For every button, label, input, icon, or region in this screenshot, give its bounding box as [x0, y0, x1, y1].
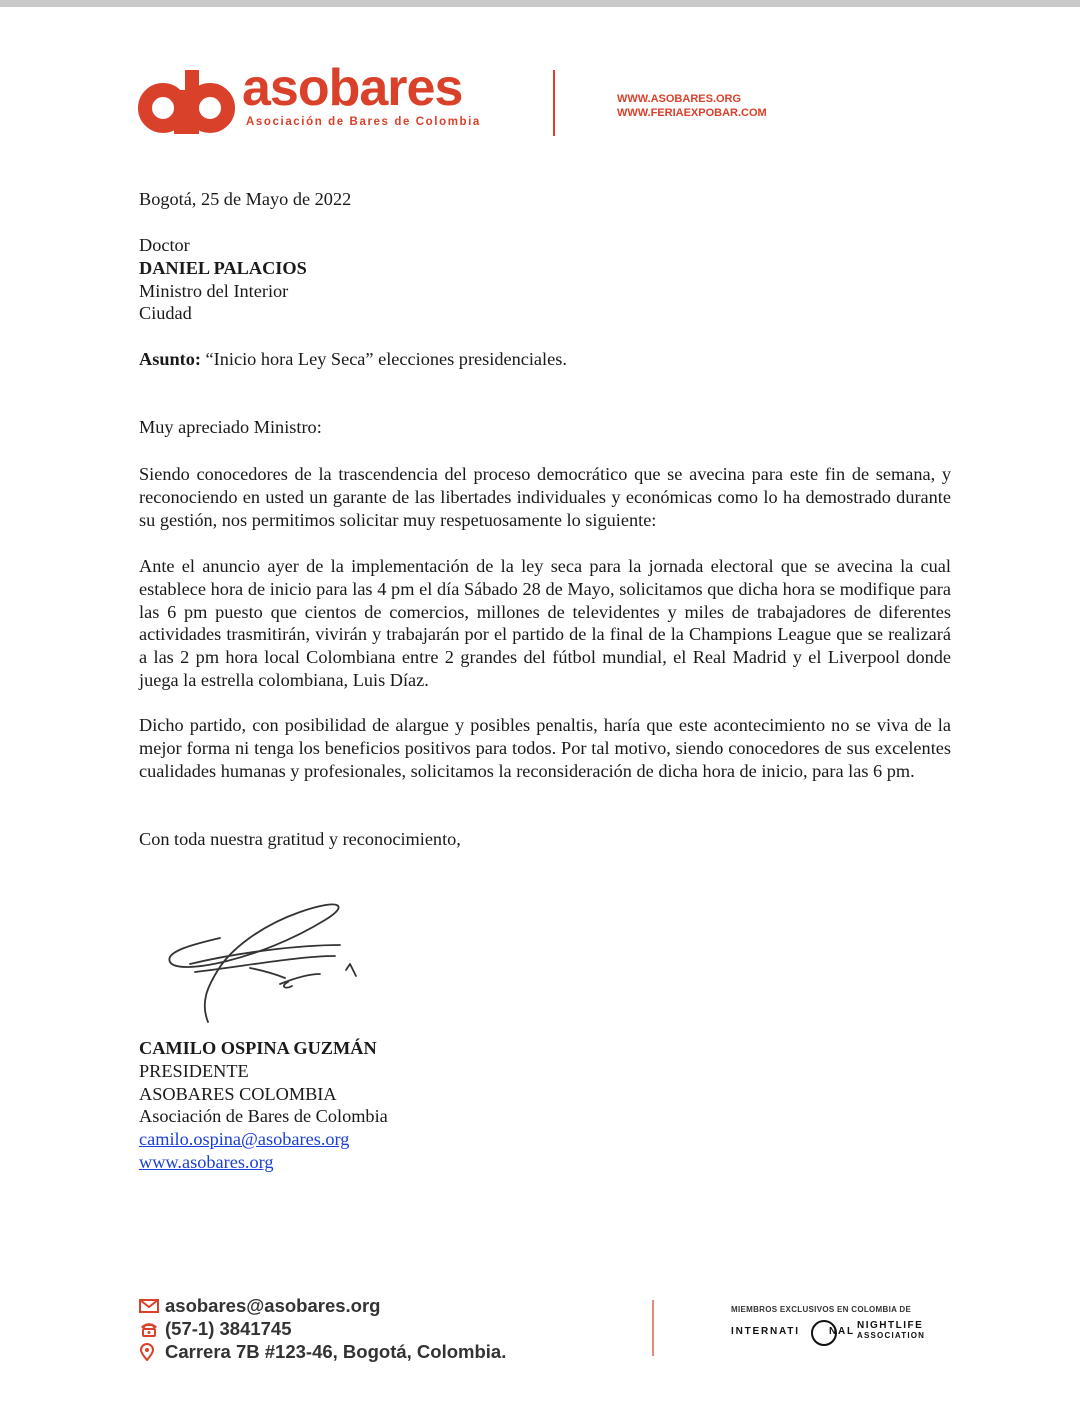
footer-address-row [139, 1340, 506, 1363]
inl-logo-text-nal: NAL [829, 1326, 855, 1337]
paragraph-1: Siendo conocedores de la trascendencia del proceso democrático que se avecina para este fin de semana, y reconociendo en usted un garante de las libertades individuales y económicas como lo ha demostrado durante su gestión, nos permitimos solicitar muy respetuosamente lo siguiente: [139, 464, 951, 530]
recipient-role: Ministro del Interior [139, 280, 289, 301]
footer-divider [652, 1300, 654, 1356]
subject-text: “Inicio hora Ley Seca” elecciones presidenciales. [200, 349, 567, 369]
phone-icon [139, 1320, 161, 1338]
footer-email-row [139, 1294, 506, 1317]
top-border [0, 0, 1080, 7]
inl-logo [731, 1318, 941, 1348]
recipient-city: Ciudad [139, 303, 192, 324]
brand-tagline: Asociación de Bares de Colombia [246, 116, 481, 128]
paragraph-3: Dicho partido, con posibilidad de alargue y posibles penaltis, haría que este acontecimiento no se viva de la mejor forma ni tenga los beneficios positivos para todos. Por tal motivo, siendo conocedores de sus excelentes cualidades humanas y profesionales, solicitamos la reconsideración de dicha hora de inicio, para las 6 pm. [139, 715, 951, 781]
signer-organization-full: Asociación de Bares de Colombia [139, 1106, 388, 1127]
signer-name: CAMILO OSPINA GUZMÁN [139, 1038, 377, 1058]
recipient-block [139, 234, 951, 325]
subject-line [139, 348, 951, 371]
recipient-title: Doctor [139, 235, 190, 255]
inl-logo-text-international: INTERNATI [731, 1326, 800, 1337]
brand-name: asobares [242, 59, 463, 117]
footer-address: Carrera 7B #123-46, Bogotá, Colombia. [165, 1340, 507, 1362]
location-pin-icon [139, 1343, 161, 1361]
footer-contact [139, 1294, 506, 1363]
header-urls [617, 92, 767, 120]
header-divider [553, 70, 555, 136]
letter-date: Bogotá, 25 de Mayo de 2022 [139, 189, 352, 209]
inl-logo-text-nightlife: NIGHTLIFE [857, 1320, 924, 1331]
closing-line: Con toda nuestra gratitud y reconocimiento, [139, 829, 461, 849]
signer-organization: ASOBARES COLOMBIA [139, 1083, 337, 1104]
signature-block [139, 1037, 951, 1174]
envelope-icon [139, 1297, 161, 1315]
members-note: MIEMBROS EXCLUSIVOS EN COLOMBIA DE [731, 1305, 912, 1314]
recipient-name: DANIEL PALACIOS [139, 257, 307, 278]
website-link[interactable]: www.asobares.org [139, 1151, 274, 1172]
footer-email[interactable]: asobares@asobares.org [165, 1294, 381, 1316]
ab-logo-mark-icon [138, 70, 236, 134]
signer-position: PRESIDENTE [139, 1060, 249, 1081]
signer-email-link[interactable]: camilo.ospina@asobares.org [139, 1129, 350, 1150]
paragraph-2: Ante el anuncio ayer de la implementación de la ley seca para la jornada electoral que se avecina la cual establece hora de inicio para las 4 pm el día Sábado 28 de Mayo, solicitamos que dicha hora se modifique para las 6 pm puesto que cientos de comercios, millones de televidentes y miles de trabajadores de diferentes actividades trasmitirán, vivirán y trabajarán por el partido de la final de la Champions League que se realizará a las 2 pm hora local Colombiana entre 2 grandes del fútbol mundial, el Real Madrid y el Liverpool donde juega la estrella colombiana, Luis Díaz. [139, 556, 951, 690]
salutation: Muy apreciado Ministro: [139, 417, 322, 437]
header-url-feriaexpobar[interactable]: WWW.FERIAEXPOBAR.COM [617, 107, 767, 119]
header-url-asobares[interactable]: WWW.ASOBARES.ORG [617, 93, 742, 105]
inl-logo-text-association: ASSOCIATION [857, 1331, 926, 1340]
handwritten-signature [150, 890, 380, 1030]
footer-phone: (57-1) 3841745 [165, 1317, 292, 1339]
subject-label: Asunto: [139, 349, 201, 369]
footer-phone-row [139, 1317, 506, 1340]
